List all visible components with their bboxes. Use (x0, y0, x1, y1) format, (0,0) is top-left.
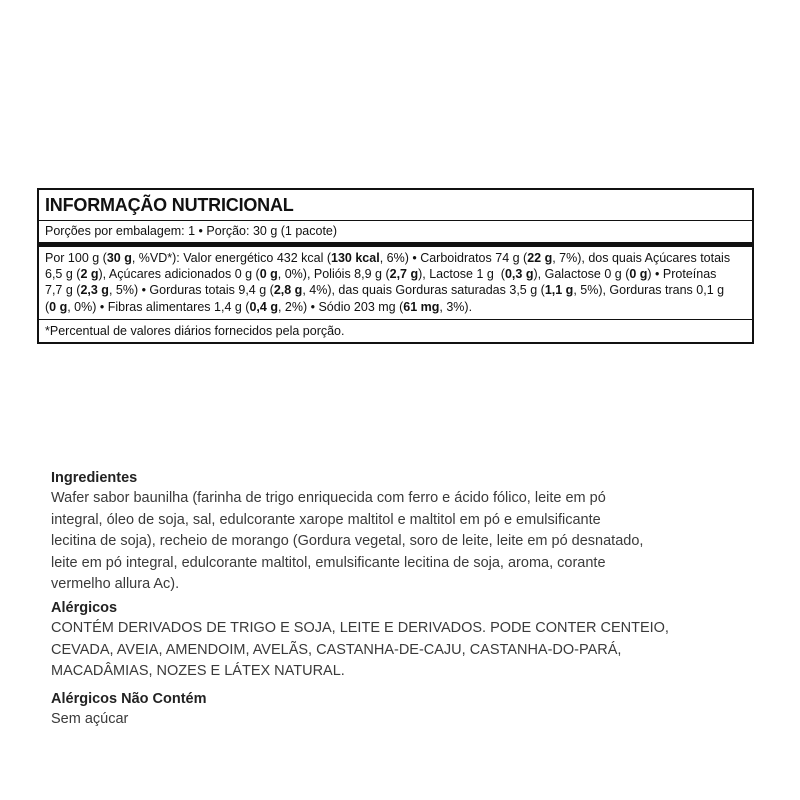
nutrition-text: 7,7 g ( (45, 283, 81, 298)
nutrition-portions: Porções por embalagem: 1 • Porção: 30 g (1 pacote) (45, 224, 338, 238)
ingredients-line: leite em pó integral, edulcorante maltitol, emulsificante lecitina de soja, aroma, corante (51, 554, 606, 571)
ingredients-line: Wafer sabor baunilha (farinha de trigo enriquecida com ferro e ácido fólico, leite em pó (51, 490, 606, 506)
allergens-heading: Alérgicos (51, 600, 118, 616)
ingredients-heading: Ingredientes (51, 470, 138, 486)
allergens-free-heading: Alérgicos Não Contém (51, 691, 207, 707)
nutrition-text: ( (45, 299, 50, 314)
nutrition-portion-value: 0 g (259, 267, 278, 282)
nutrition-portion-value: 22 g (527, 251, 553, 265)
nutrition-text: , 0%) • Fibras alimentares 1,4 g ( (67, 299, 250, 314)
nutrition-text: , 2%) • Sódio 203 mg ( (277, 299, 404, 314)
nutrition-text: , 3%). (439, 299, 473, 314)
nutrition-text: , 7%), dos quais Açúcares totais (552, 251, 731, 265)
nutrition-portion-value: 0,3 g (504, 267, 534, 282)
ingredients-section (51, 468, 751, 596)
nutrition-facts-table (37, 188, 754, 344)
nutrition-portion-value: 0,4 g (249, 299, 278, 314)
allergens-text (51, 618, 751, 683)
nutrition-divider-thick (39, 242, 752, 247)
nutrition-portion-value: 61 mg (403, 299, 440, 314)
nutrition-text: , 6%) • Carboidratos 74 g ( (379, 251, 528, 265)
nutrition-line (45, 299, 745, 315)
nutrition-divider-bottom (39, 319, 752, 320)
allergens-line: MACADÂMIAS, NOZES E LÁTEX NATURAL. (51, 663, 345, 680)
nutrition-footnote: *Percentual de valores diários fornecidos pela porção. (45, 324, 345, 338)
nutrition-text: , %VD*): Valor energético 432 kcal ( (131, 251, 332, 265)
nutrition-text: , 5%) • Gorduras totais 9,4 g ( (108, 283, 274, 298)
nutrition-text: ), Açúcares adicionados 0 g ( (98, 267, 260, 282)
nutrition-text: ) • Proteínas (647, 267, 717, 282)
nutrition-line (45, 266, 745, 282)
allergens-line: CONTÉM DERIVADOS DE TRIGO E SOJA, LEITE E DERIVADOS. PODE CONTER CENTEIO, (51, 620, 669, 636)
allergens-free-line: Sem açúcar (51, 711, 129, 727)
allergens-free-section (51, 689, 751, 731)
nutrition-line (45, 282, 745, 298)
nutrition-text: ), Lactose 1 g ( (418, 267, 505, 282)
nutrition-portion-value: 1,1 g (544, 283, 574, 298)
nutrition-text: Por 100 g ( (45, 251, 107, 265)
nutrition-portion-value: 2,3 g (80, 283, 109, 298)
ingredients-line: lecitina de soja), recheio de morango (Gordura vegetal, soro de leite, leite em pó desnatado, (51, 533, 644, 550)
ingredients-line: integral, óleo de soja, sal, edulcorante xarope maltitol e maltitol em pó e emulsificante (51, 511, 601, 528)
nutrition-portion-value: 2,7 g (389, 267, 419, 282)
allergens-free-text (51, 709, 751, 731)
nutrition-text: ), Galactose 0 g ( (533, 267, 630, 282)
nutrition-portion-value: 2 g (80, 267, 99, 282)
nutrition-line (45, 250, 745, 266)
nutrition-title: INFORMAÇÃO NUTRICIONAL (45, 195, 294, 215)
nutrition-portion-value: 30 g (106, 251, 132, 265)
nutrition-portion-value: 0 g (49, 299, 68, 314)
nutrition-portion-value: 2,8 g (273, 283, 303, 298)
nutrition-text: 6,5 g ( (45, 267, 81, 282)
nutrition-portion-value: 130 kcal (331, 251, 380, 265)
allergens-line: CEVADA, AVEIA, AMENDOIM, AVELÃS, CASTANHA-DE-CAJU, CASTANHA-DO-PARÁ, (51, 641, 622, 658)
nutrition-divider-top (39, 220, 752, 221)
nutrition-values (45, 250, 745, 315)
nutrition-text: , 4%), das quais Gorduras saturadas 3,5 g ( (302, 283, 545, 298)
ingredients-text (51, 488, 751, 596)
ingredients-line: vermelho allura Ac). (51, 576, 180, 593)
nutrition-text: , 5%), Gorduras trans 0,1 g (573, 283, 725, 298)
nutrition-portion-value: 0 g (629, 267, 648, 282)
nutrition-text: , 0%), Polióis 8,9 g ( (277, 267, 390, 282)
allergens-section (51, 598, 751, 683)
